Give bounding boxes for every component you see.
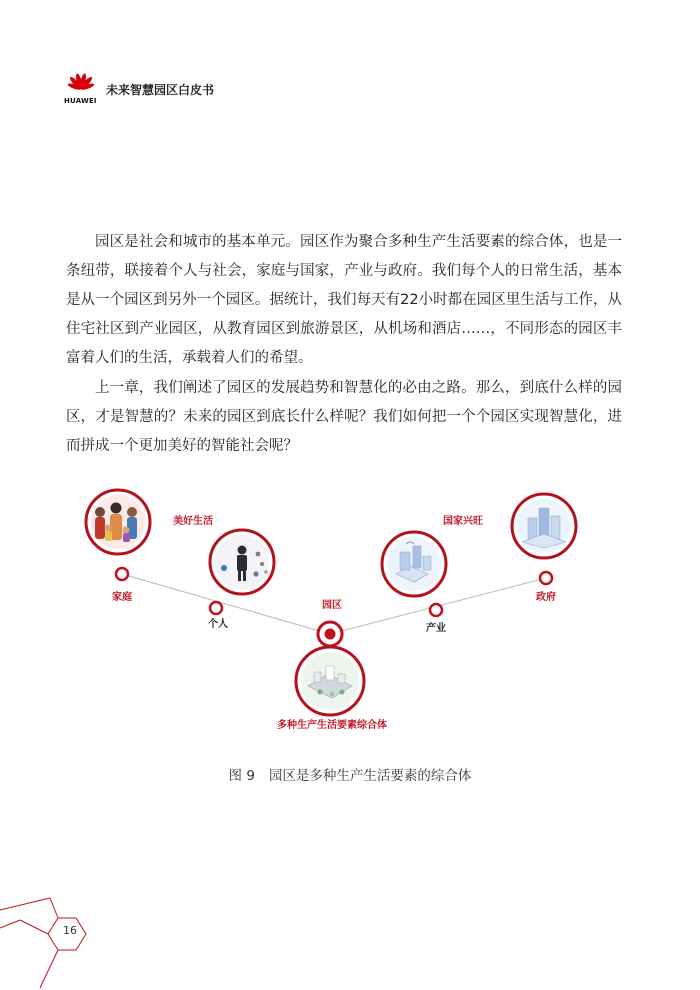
park-node: [318, 622, 342, 646]
family-node: [116, 568, 128, 580]
industry-node: [430, 604, 442, 616]
government-node: [540, 572, 552, 584]
label-better-life: 美好生活: [173, 516, 213, 527]
industry-bubble: [382, 532, 446, 596]
individual-node: [210, 602, 222, 614]
individual-bubble: [210, 530, 274, 594]
label-government: 政府: [536, 592, 556, 603]
label-individual: 个人: [208, 619, 228, 630]
paragraph-2: 上一章，我们阐述了园区的发展趋势和智慧化的必由之路。那么，到底什么样的园区，才是智慧的？未来的园区到底长什么样呢？我们如何把一个个园区实现智慧化，进而拼成一个更加美好的智能社会呢？: [66, 380, 622, 454]
complex-bubble: [296, 647, 364, 715]
page-header: [64, 72, 264, 108]
figure-caption: [0, 764, 700, 784]
label-industry: 产业: [426, 623, 446, 634]
family-bubble: [86, 490, 150, 554]
family-icon: [95, 503, 137, 543]
page-number: 16: [63, 924, 77, 937]
government-bubble: [512, 494, 576, 558]
huawei-wordmark: HUAWEI: [64, 97, 97, 105]
label-complex: 多种生产生活要素综合体: [277, 720, 387, 731]
label-nation-prosper: 国家兴旺: [443, 516, 483, 527]
caption-number: 图 9: [228, 768, 255, 784]
label-family: 家庭: [112, 592, 132, 603]
paragraph-1: 园区是社会和城市的基本单元。园区作为聚合多种生产生活要素的综合体，也是一条纽带，联接着个人与社会，家庭与国家，产业与政府。我们每个人的日常生活，基本是从一个园区到另外一个园区。据统计，我们每天有22小时都在园区里生活与工作，从住宅社区到产业园区，从教育园区到旅游景区，从机场和酒店……，不同形态的园区丰富着人们的生活，承载着人们的希望。: [66, 234, 622, 366]
label-park: 园区: [322, 600, 342, 611]
caption-text: 园区是多种生产生活要素的综合体: [268, 768, 472, 784]
park-diagram: [70, 488, 630, 738]
document-title: 未来智慧园区白皮书: [106, 83, 215, 97]
